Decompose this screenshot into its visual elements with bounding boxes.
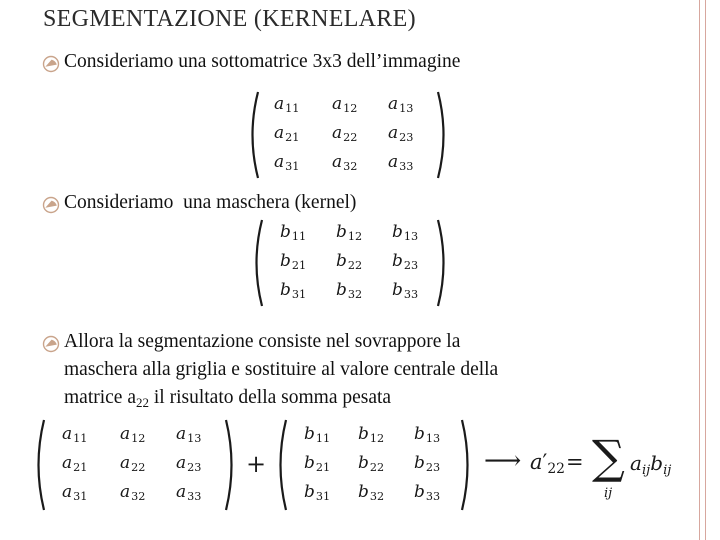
bullet-3-line-2: maschera alla griglia e sostituire al valore centrale della	[64, 359, 499, 380]
matrix-entry-a12: a12	[120, 424, 146, 446]
matrix-entry-a13: a13	[388, 94, 414, 116]
bullet-2-text: Consideriamo una maschera (kernel)	[64, 192, 357, 213]
matrix-entry-a23: a23	[388, 123, 414, 145]
bullet-3-line-3: matrice $a_{22}$ il risultato della somma pesata	[64, 387, 392, 410]
matrix-entry-b22: b22	[336, 251, 363, 273]
left-parenthesis	[274, 418, 288, 512]
matrix-entry-a13: a13	[176, 424, 202, 446]
matrix-entry-b12: b12	[358, 424, 385, 446]
formula-matrix-b	[274, 418, 474, 512]
slide-title: SEGMENTAZIONE (KERNELARE)	[43, 6, 416, 32]
equals-sign: =	[566, 450, 584, 474]
bullet-1-text: Consideriamo una sottomatrice 3x3 dell’immagine	[64, 51, 461, 72]
right-parenthesis	[224, 418, 238, 512]
matrix-entry-a31: a31	[274, 152, 300, 174]
weighted-term: aijbij	[630, 451, 672, 478]
matrix-entry-a33: a33	[176, 482, 202, 504]
bullet-icon	[42, 335, 60, 353]
matrix-entry-b21: b21	[304, 453, 331, 475]
right-parenthesis	[460, 418, 474, 512]
matrix-entry-a11: a11	[274, 94, 300, 116]
matrix-entry-b23: b23	[392, 251, 419, 273]
matrix-a-submatrix	[246, 90, 450, 180]
right-parenthesis	[436, 218, 450, 308]
matrix-entry-b31: b31	[280, 280, 307, 302]
matrix-entry-b32: b32	[336, 280, 363, 302]
decorative-rule-right	[705, 0, 706, 540]
matrix-entry-b13: b13	[392, 222, 419, 244]
matrix-b-kernel	[250, 218, 450, 308]
left-parenthesis	[250, 218, 264, 308]
matrix-entry-a32: a32	[332, 152, 358, 174]
matrix-entry-a22: a22	[332, 123, 358, 145]
matrix-entry-b33: b33	[414, 482, 441, 504]
matrix-entry-b22: b22	[358, 453, 385, 475]
matrix-entry-a32: a32	[120, 482, 146, 504]
left-parenthesis	[246, 90, 260, 180]
matrix-entry-a23: a23	[176, 453, 202, 475]
matrix-entry-b31: b31	[304, 482, 331, 504]
matrix-entry-a31: a31	[62, 482, 88, 504]
matrix-entry-b33: b33	[392, 280, 419, 302]
bullet-icon	[42, 55, 60, 73]
summation-symbol: ∑	[592, 430, 625, 484]
bullet-icon	[42, 196, 60, 214]
decorative-rule-left	[699, 0, 700, 540]
result-a22-prime: a′22	[530, 450, 565, 478]
matrix-entry-b11: b11	[280, 222, 307, 244]
matrix-entry-a21: a21	[62, 453, 88, 475]
matrix-entry-b12: b12	[336, 222, 363, 244]
summation-index: ij	[604, 486, 613, 501]
matrix-entry-a11: a11	[62, 424, 88, 446]
arrow-icon: ⟶	[484, 446, 522, 476]
right-parenthesis	[436, 90, 450, 180]
matrix-entry-b21: b21	[280, 251, 307, 273]
matrix-entry-a21: a21	[274, 123, 300, 145]
matrix-entry-b23: b23	[414, 453, 441, 475]
bullet-3-text	[64, 328, 498, 417]
left-parenthesis	[32, 418, 46, 512]
formula-matrix-a	[32, 418, 238, 512]
matrix-entry-b11: b11	[304, 424, 331, 446]
matrix-entry-b32: b32	[358, 482, 385, 504]
matrix-entry-a22: a22	[120, 453, 146, 475]
bullet-3-line-1: Allora la segmentazione consiste nel sovrappore la	[64, 331, 461, 352]
matrix-entry-b13: b13	[414, 424, 441, 446]
matrix-entry-a33: a33	[388, 152, 414, 174]
plus-sign: +	[246, 450, 267, 478]
matrix-entry-a12: a12	[332, 94, 358, 116]
